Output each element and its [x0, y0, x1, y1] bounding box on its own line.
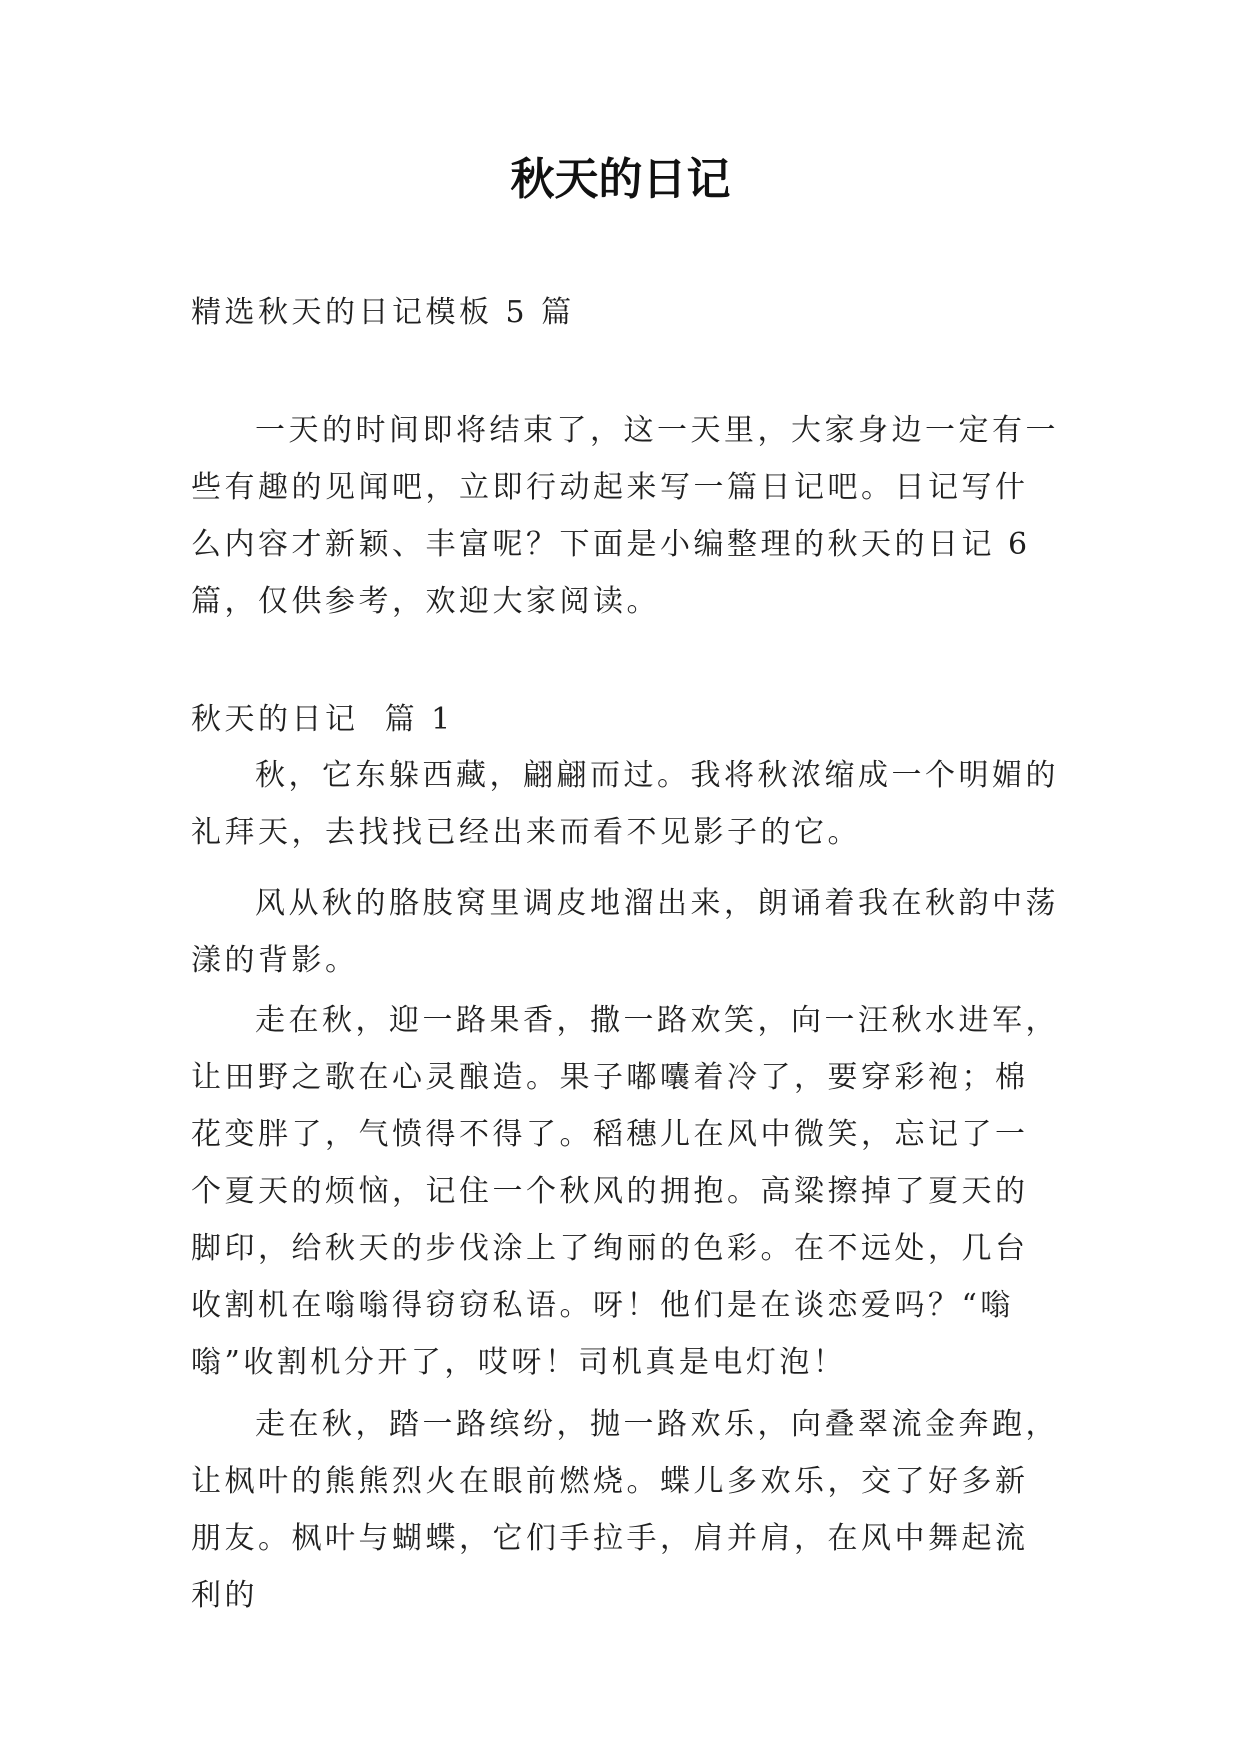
document-title: 秋天的日记 [510, 154, 731, 205]
body-paragraph: 走在秋，迎一路果香，撒一路欢笑，向一汪秋水进军，让田野之歌在心灵酿造。果子嘟囔着冷了，要穿彩袍；棉花变胖了，气愤得不得了。稻穗儿在风中微笑，忘记了一个夏天的烦恼，记住一个秋风的拥抱。高粱擦掉了夏天的脚印，给秋天的步伐涂上了绚丽的色彩。在不远处，几台收割机在嗡嗡得窃窃私语。呀！他们是在谈恋爱吗？“嗡嗡”收割机分开了，哎呀！司机真是电灯泡！ [191, 1003, 1059, 1380]
body-paragraph: 走在秋，踏一路缤纷，抛一路欢乐，向叠翠流金奔跑，让枫叶的熊熊烈火在眼前燃烧。蝶儿多欢乐，交了好多新朋友。枫叶与蝴蝶，它们手拉手，肩并肩，在风中舞起流利的 [191, 1407, 1059, 1613]
section-heading: 秋天的日记 篇 1 [191, 702, 454, 737]
body-paragraph: 风从秋的胳肢窝里调皮地溜出来，朗诵着我在秋韵中荡漾的背影。 [191, 886, 1059, 978]
body-paragraph: 秋，它东躲西藏，翩翩而过。我将秋浓缩成一个明媚的礼拜天，去找找已经出来而看不见影子的它。 [191, 758, 1059, 850]
intro-paragraph: 一天的时间即将结束了，这一天里，大家身边一定有一些有趣的见闻吧，立即行动起来写一篇日记吧。日记写什么内容才新颖、丰富呢？下面是小编整理的秋天的日记 6 篇，仅供参考，欢迎大家阅读。 [191, 413, 1059, 619]
document-subtitle: 精选秋天的日记模板 5 篇 [191, 295, 575, 330]
